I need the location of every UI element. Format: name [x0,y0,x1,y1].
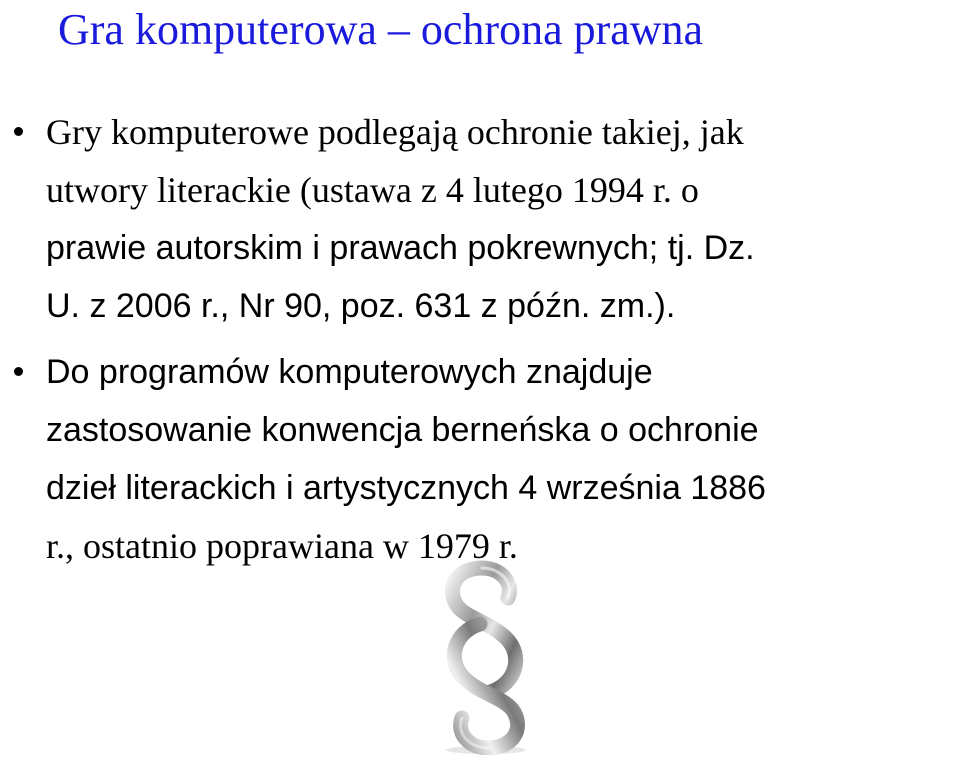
bullet-text-line: utwory literackie (ustawa z 4 lutego 1994 r. o [46,170,699,210]
bullet-text-line: Gry komputerowe podlegają ochronie takiej, jak [46,112,744,152]
bullet-text-line: zastosowanie konwencja berneńska o ochronie [46,411,759,449]
bullet-list [0,103,960,583]
slide-title: Gra komputerowa – ochrona prawna [58,5,704,54]
bullet-dot-icon [14,367,23,376]
bullet-text-line: r., ostatnio poprawiana w 1979 r. [46,526,518,566]
bullet-dot-icon [14,127,23,136]
bullet-text-line: Do programów komputerowych znajduje [46,353,653,391]
bullet-text-line: prawie autorskim i prawach pokrewnych; tj. Dz. [46,229,755,267]
bullet-item [0,103,960,335]
bullet-text-line: dzieł literackich i artystycznych 4 września 1886 [46,469,766,507]
bullet-text-line: U. z 2006 r., Nr 90, poz. 631 z późn. zm.). [46,287,676,325]
bullet-item [0,343,960,575]
section-sign-icon [420,560,550,755]
